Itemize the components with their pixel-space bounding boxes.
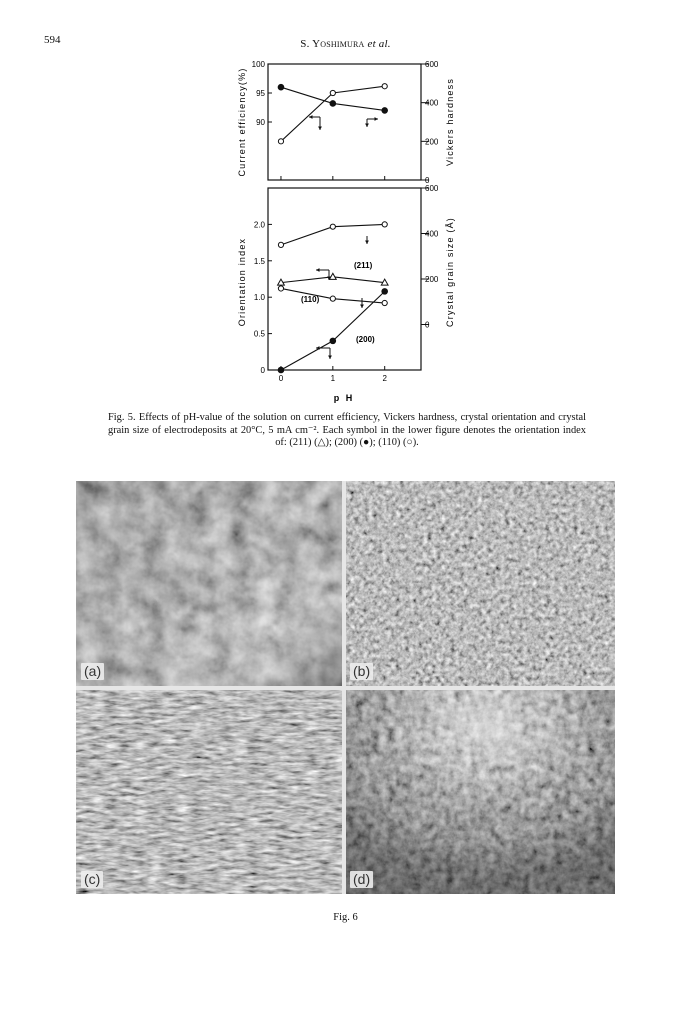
left-tick-label-1-3: 1.5 xyxy=(253,256,265,266)
panel-label-a: (a) xyxy=(81,663,104,680)
x-tick-label-2: 2 xyxy=(382,374,387,383)
figure-6-caption: Fig. 6 xyxy=(333,912,358,923)
panel-label-d: (d) xyxy=(350,871,373,888)
data-point-0-0-1 xyxy=(330,101,336,107)
micrograph-d-texture xyxy=(346,690,615,894)
upper-left-axis-label: Current efficiency(%) xyxy=(237,67,247,177)
annotation-arrow-upper-2-head xyxy=(318,126,322,130)
series-label-110: (110) xyxy=(301,295,320,304)
micrograph-panel-c xyxy=(76,690,342,894)
micrograph-b-texture xyxy=(346,481,615,686)
annotation-arrow-upper-4-head xyxy=(365,123,369,127)
left-tick-label-0-1: 90 xyxy=(256,118,265,127)
data-point-0-0-2 xyxy=(382,108,388,114)
annotation-arrow-upper-3-head xyxy=(374,117,378,121)
left-tick-label-0-2: 95 xyxy=(256,89,265,98)
panel-label-b: (b) xyxy=(350,663,373,680)
data-point-0-1-2 xyxy=(382,84,387,89)
data-point-0-0-0 xyxy=(278,84,284,90)
x-axis-label: p H xyxy=(333,393,355,403)
right-tick-label-0-0: 0 xyxy=(425,176,430,185)
panel-label-c: (c) xyxy=(81,871,103,888)
micrograph-panel-a xyxy=(76,481,342,686)
right-tick-label-1-1: 200 xyxy=(425,275,439,284)
left-tick-label-1-4: 2.0 xyxy=(253,220,265,230)
data-point-0-1-1 xyxy=(330,90,335,95)
data-point-1-3-1 xyxy=(330,338,336,344)
data-point-1-0-1 xyxy=(330,224,335,229)
annotation-arrow-lower-4-head xyxy=(360,304,364,308)
right-tick-label-0-1: 200 xyxy=(425,137,439,147)
annotation-arrow-lower-2-head xyxy=(316,268,320,272)
panel-frame-1 xyxy=(268,188,421,370)
series-line-1-3 xyxy=(281,291,385,370)
left-tick-label-1-0: 0 xyxy=(260,366,265,375)
series-label-211: (211) xyxy=(354,261,373,270)
data-point-1-2-2 xyxy=(382,300,387,305)
page-number: 594 xyxy=(44,34,61,46)
micrograph-c-texture xyxy=(76,690,342,894)
data-point-1-3-2 xyxy=(382,289,388,295)
annotation-arrow-lower-1-head xyxy=(365,240,369,244)
right-tick-label-1-2: 400 xyxy=(425,229,439,239)
right-tick-label-1-3: 600 xyxy=(425,184,439,193)
running-head-et-al: et al. xyxy=(367,38,391,50)
micrograph-a-texture xyxy=(76,481,342,686)
data-point-1-2-1 xyxy=(330,296,335,301)
x-tick-label-1: 1 xyxy=(330,374,336,383)
lower-left-axis-label: Orientation index xyxy=(237,237,247,327)
data-point-1-2-0 xyxy=(278,286,283,291)
annotation-arrow-lower-6-head xyxy=(328,355,332,359)
figure-5-caption: Fig. 5. Effects of pH-value of the solution on current efficiency, Vickers hardness, crystal orientation and crystal grain size of electrodeposits at 20°C, 5 mA cm⁻². Each symbol in the lower figure denotes the orientation index of: (211) (△); (200) (●); (110) (○). xyxy=(108,412,586,448)
annotation-arrow-upper-1-head xyxy=(309,115,313,119)
lower-right-axis-label: Crystal grain size (Å) xyxy=(445,217,455,327)
upper-right-axis-label: Vickers hardness xyxy=(445,77,455,167)
data-point-1-1-1 xyxy=(329,273,336,279)
left-tick-label-0-3: 100 xyxy=(251,60,265,69)
figure-6-micrographs xyxy=(76,481,615,894)
x-tick-label-0: 0 xyxy=(278,374,284,383)
data-point-0-1-0 xyxy=(278,139,283,144)
micrograph-panel-b xyxy=(346,481,615,686)
figure-5-chart xyxy=(0,0,691,410)
left-tick-label-1-2: 1.0 xyxy=(253,293,265,303)
series-label-200: (200) xyxy=(356,335,375,344)
data-point-1-0-0 xyxy=(278,242,283,247)
right-tick-label-0-3: 600 xyxy=(425,60,439,69)
data-point-1-0-2 xyxy=(382,222,387,227)
data-point-1-3-0 xyxy=(278,367,284,373)
right-tick-label-0-2: 400 xyxy=(425,98,439,108)
panel-frame-0 xyxy=(268,64,421,180)
right-tick-label-1-0: 0 xyxy=(425,320,430,330)
micrograph-panel-d xyxy=(346,690,615,894)
running-head-author: S. Yoshimura xyxy=(300,38,365,50)
left-tick-label-1-1: 0.5 xyxy=(253,329,265,339)
